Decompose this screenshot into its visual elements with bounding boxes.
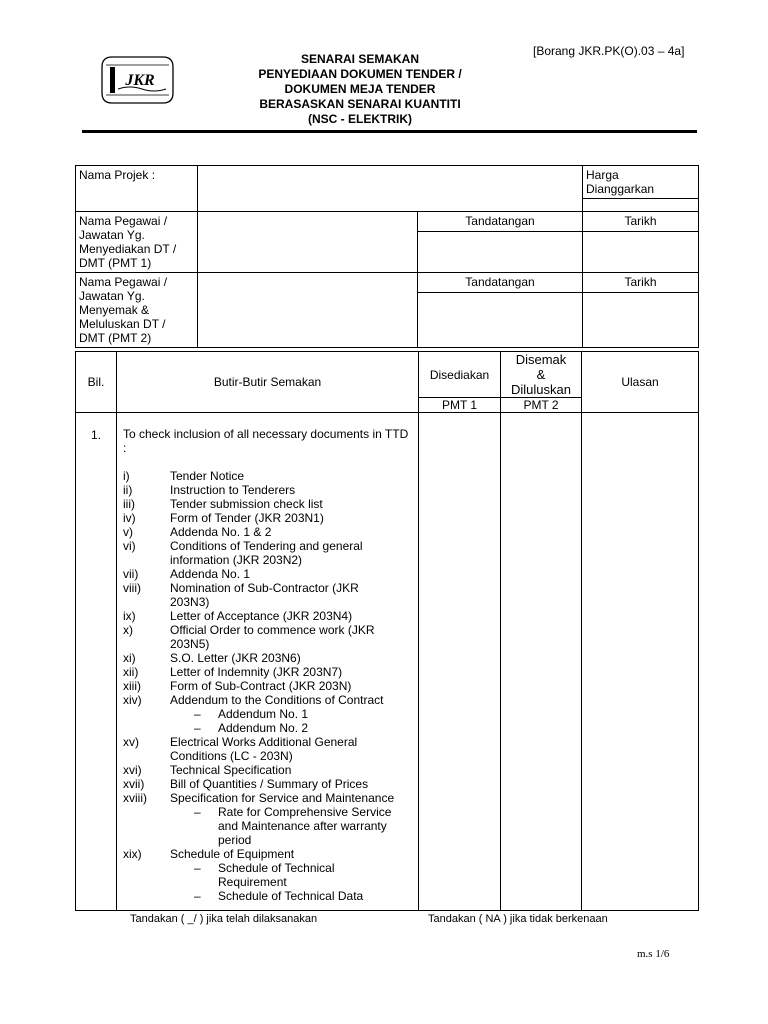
check-item-text: Letter of Indemnity (JKR 203N7) [170, 665, 343, 679]
check-item-text: Conditions of Tendering and general information (JKR 203N2) [170, 539, 363, 567]
check-sub-item-text: Rate for Comprehensive Service and Maintenance after warranty period [218, 805, 392, 847]
check-item-number: xiii) [123, 679, 141, 693]
checklist-table [75, 351, 699, 911]
check-items-list [123, 469, 414, 903]
date-header: Tarikh [583, 273, 699, 293]
pmt1-label: Nama Pegawai / Jawatan Yg. Menyediakan DT / DMT (PMT 1) [76, 212, 198, 273]
remarks-cell[interactable] [582, 413, 699, 911]
check-item-number: xiv) [123, 693, 142, 707]
pmt2-signature-field[interactable] [418, 293, 583, 348]
dash-bullet: – [194, 889, 201, 903]
check-item-text: Addendum to the Conditions of Contract [170, 693, 384, 707]
check-item [123, 511, 414, 525]
footer-legend-done: Tandakan ( _/ ) jika telah dilaksanakan [130, 913, 318, 925]
dash-bullet: – [194, 721, 201, 735]
check-item-number: viii) [123, 581, 141, 595]
title-line: (NSC - ELEKTRIK) [308, 112, 412, 126]
check-item [123, 679, 414, 693]
check-item-number: vi) [123, 539, 136, 553]
project-header-table [75, 165, 699, 348]
dash-bullet: – [194, 707, 201, 721]
check-item-text: Instruction to Tenderers [170, 483, 296, 497]
project-name-label: Nama Projek : [76, 166, 198, 212]
check-sub-item [170, 721, 414, 735]
check-item-number: xv) [123, 735, 139, 749]
estimated-price-field[interactable] [583, 199, 699, 212]
title-line: DOKUMEN MEJA TENDER [284, 82, 436, 96]
check-item-number: v) [123, 525, 133, 539]
pmt1-date-field[interactable] [583, 231, 699, 272]
check-item-number: x) [123, 623, 133, 637]
estimated-price-label: Harga Dianggarkan [583, 166, 699, 199]
check-sub-item [170, 889, 414, 903]
pmt2-label: Nama Pegawai / Jawatan Yg. Menyemak & Meluluskan DT / DMT (PMT 2) [76, 273, 198, 348]
jkr-logo [100, 55, 175, 105]
check-item-number: iii) [123, 497, 135, 511]
col-disemak-header: Disemak & Diluluskan [501, 352, 582, 398]
check-item-text: Tender submission check list [170, 497, 323, 511]
footer-legend-na: Tandakan ( NA ) jika tidak berkenaan [428, 913, 608, 925]
check-item-number: ii) [123, 483, 133, 497]
pmt1-subheader: PMT 1 [419, 398, 501, 413]
title-line: PENYEDIAAN DOKUMEN TENDER / [258, 67, 462, 81]
check-item-text: Form of Tender (JKR 203N1) [170, 511, 324, 525]
date-header: Tarikh [583, 212, 699, 232]
pmt1-signature-field[interactable] [418, 231, 583, 272]
check-item [123, 525, 414, 539]
check-item [123, 609, 414, 623]
row-intro: To check inclusion of all necessary documents in TTD : [123, 427, 409, 455]
check-item-number: xviii) [123, 791, 147, 805]
check-item-text: Form of Sub-Contract (JKR 203N) [170, 679, 352, 693]
check-item-text: Specification for Service and Maintenance [170, 791, 395, 805]
check-item-text: Letter of Acceptance (JKR 203N4) [170, 609, 353, 623]
check-item [123, 777, 414, 791]
check-item [123, 623, 414, 651]
dash-bullet: – [194, 805, 201, 819]
logo-text: JKR [125, 72, 155, 89]
pmt2-subheader: PMT 2 [501, 398, 582, 413]
check-items-cell [117, 413, 419, 911]
project-name-field[interactable] [198, 166, 583, 212]
check-item [123, 763, 414, 777]
check-item [123, 735, 414, 763]
check-item-text: Addenda No. 1 & 2 [170, 525, 272, 539]
check-item-text: Bill of Quantities / Summary of Prices [170, 777, 369, 791]
page-number: m.s 1/6 [637, 948, 670, 960]
pmt1-name-field[interactable] [198, 212, 418, 273]
check-item-text: Tender Notice [170, 469, 245, 483]
check-item [123, 469, 414, 483]
check-item [123, 539, 414, 567]
pmt2-check-cell[interactable] [501, 413, 582, 911]
col-disediakan-header: Disediakan [419, 352, 501, 398]
check-sub-item-text: Schedule of Technical Data [218, 889, 364, 903]
check-sub-item [170, 707, 414, 721]
check-item-text: Official Order to commence work (JKR 203N5) [170, 623, 375, 651]
col-bil-header: Bil. [76, 352, 117, 413]
check-item-text: Electrical Works Additional General Conditions (LC - 203N) [170, 735, 358, 763]
check-sub-item [170, 861, 414, 889]
check-item-number: xvii) [123, 777, 145, 791]
pmt1-check-cell[interactable] [419, 413, 501, 911]
check-sub-item-text: Addendum No. 2 [218, 721, 309, 735]
title-rule [82, 130, 697, 133]
check-item [123, 651, 414, 665]
check-item [123, 847, 414, 861]
check-item-number: xix) [123, 847, 142, 861]
check-item [123, 567, 414, 581]
signature-header: Tandatangan [418, 212, 583, 232]
check-item-number: vii) [123, 567, 139, 581]
check-item-text: S.O. Letter (JKR 203N6) [170, 651, 301, 665]
check-item-text: Nomination of Sub-Contractor (JKR 203N3) [170, 581, 359, 609]
check-item-number: ix) [123, 609, 136, 623]
col-ulasan-header: Ulasan [582, 352, 699, 413]
dash-bullet: – [194, 861, 201, 875]
title-line: BERASASKAN SENARAI KUANTITI [259, 97, 461, 111]
check-item-text: Technical Specification [170, 763, 292, 777]
check-item-number: iv) [123, 511, 136, 525]
check-sub-item-text: Schedule of Technical Requirement [218, 861, 335, 889]
check-item [123, 497, 414, 511]
form-reference: [Borang JKR.PK(O).03 – 4a] [533, 44, 685, 58]
check-item-text: Addenda No. 1 [170, 567, 251, 581]
document-title [230, 52, 490, 127]
check-item-number: xi) [123, 651, 136, 665]
check-item-text: Schedule of Equipment [170, 847, 295, 861]
check-sub-item [170, 805, 414, 847]
check-item [123, 665, 414, 679]
check-item [123, 791, 414, 805]
check-item [123, 581, 414, 609]
pmt2-name-field[interactable] [198, 273, 418, 348]
signature-header: Tandatangan [418, 273, 583, 293]
pmt2-date-field[interactable] [583, 293, 699, 348]
check-item [123, 693, 414, 707]
check-item [123, 483, 414, 497]
col-butir-header: Butir-Butir Semakan [117, 352, 419, 413]
check-item-number: xii) [123, 665, 139, 679]
check-sub-item-text: Addendum No. 1 [218, 707, 309, 721]
title-line: SENARAI SEMAKAN [300, 52, 419, 66]
check-item-number: xvi) [123, 763, 142, 777]
check-item-number: i) [123, 469, 130, 483]
row-number: 1. [76, 413, 117, 911]
